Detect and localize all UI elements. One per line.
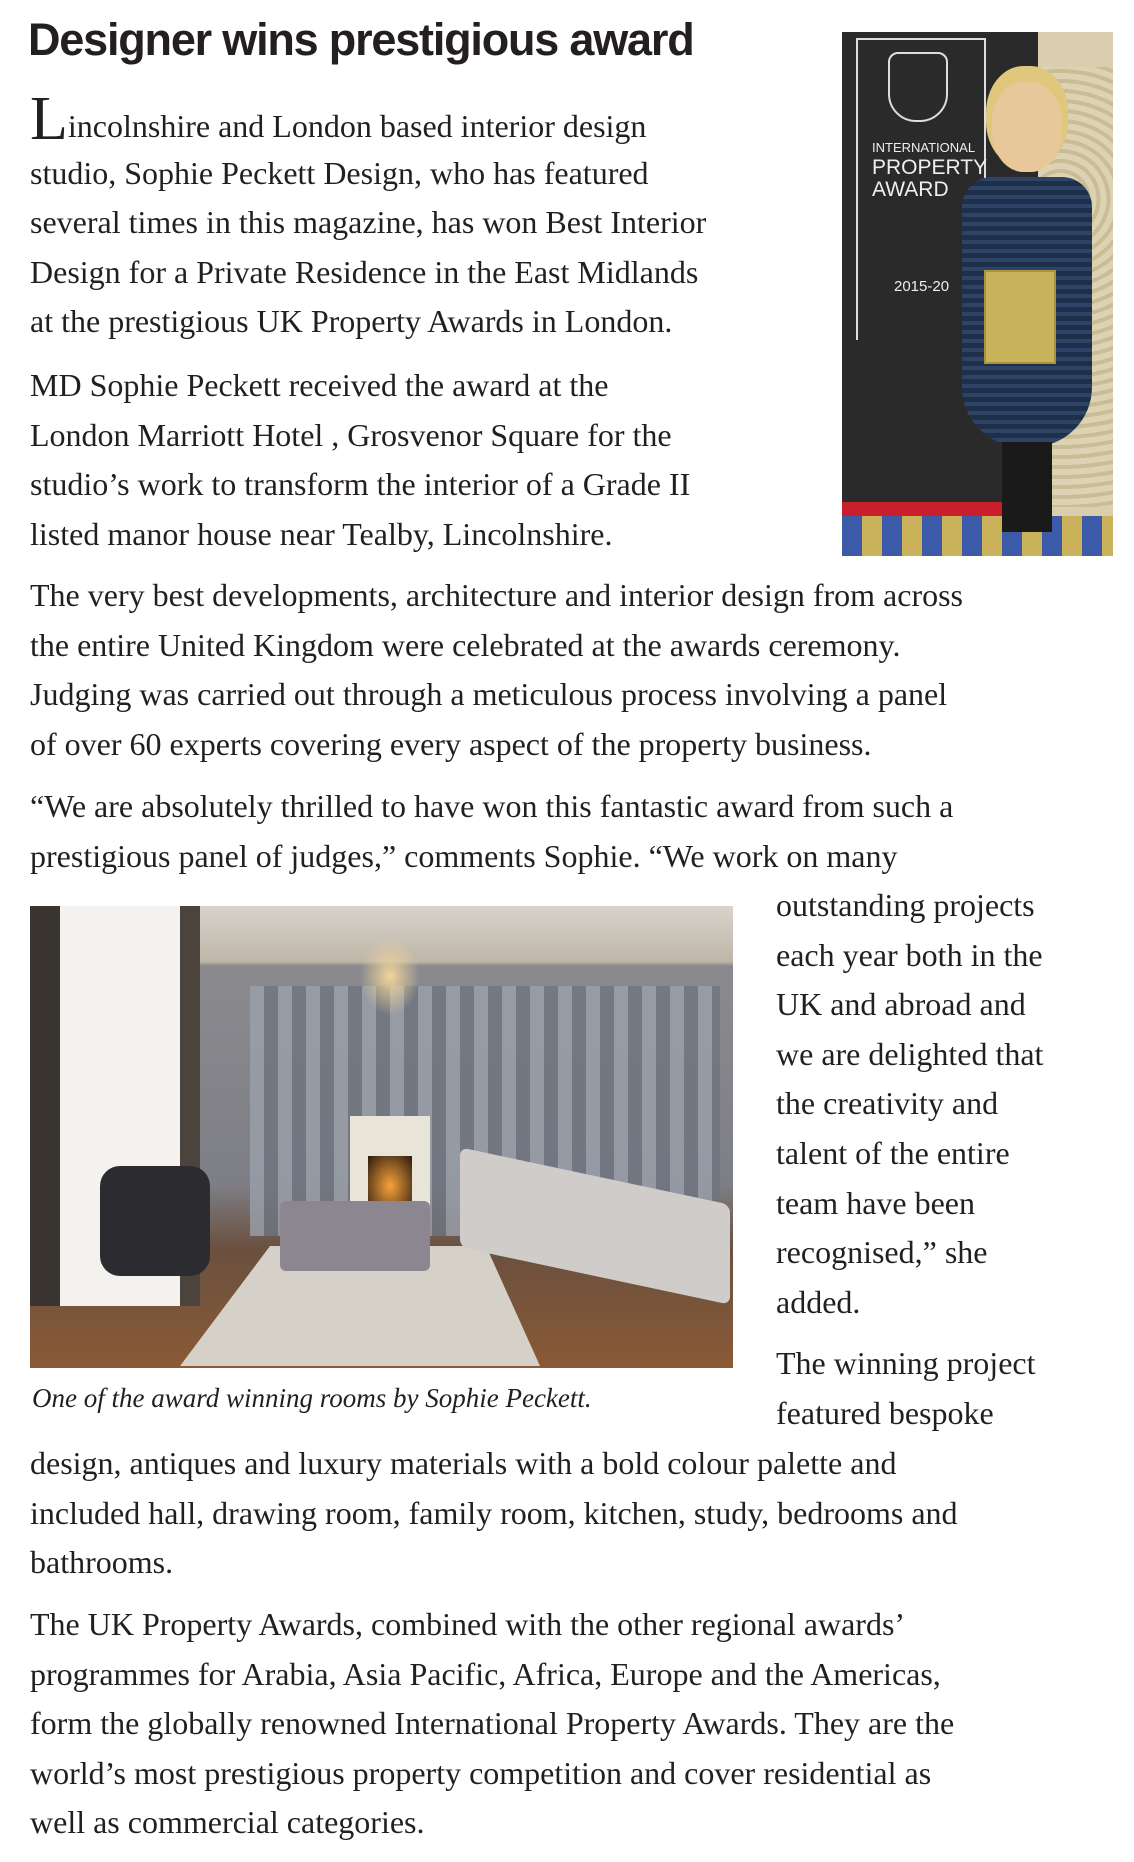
text-line: form the globally renowned International Property Awards. They are the (30, 1705, 955, 1742)
text-line: Judging was carried out through a meticulous process involving a panel (30, 676, 948, 713)
drop-cap: L (30, 85, 68, 153)
text-line: at the prestigious UK Property Awards in London. (30, 303, 673, 340)
text-line: we are delighted that (776, 1035, 1044, 1072)
text-line: listed manor house near Tealby, Lincolnshire. (30, 515, 613, 552)
text-line: recognised,” she (776, 1234, 988, 1271)
armchair (100, 1166, 210, 1276)
person-head (992, 82, 1062, 172)
photo-caption: One of the award winning rooms by Sophie Peckett. (32, 1383, 592, 1413)
text-line: of over 60 experts covering every aspect of the property business. (30, 725, 872, 762)
text-line: the creativity and (776, 1085, 999, 1122)
text-line: The UK Property Awards, combined with the other regional awards’ (30, 1606, 906, 1642)
text-line: several times in this magazine, has won Best Interior (30, 204, 707, 241)
crest-icon (888, 52, 948, 122)
banner-text: AWARD (872, 178, 949, 201)
paragraph-5-column (776, 1339, 1035, 1438)
award-plaque (984, 270, 1056, 364)
text-line: outstanding projects (776, 887, 1035, 923)
banner-year: 2015-20 (894, 278, 950, 295)
text-line: UK and abroad and (776, 986, 1026, 1023)
text-line: MD Sophie Peckett received the award at the (30, 367, 609, 403)
text-line: the entire United Kingdom were celebrated at the awards ceremony. (30, 626, 901, 663)
award-photo (842, 32, 1113, 556)
text-line: world’s most prestigious property competition and cover residential as (30, 1754, 932, 1791)
article-title: Designer wins prestigious award (28, 14, 694, 65)
text-line: The winning project (776, 1345, 1036, 1381)
banner-text: INTERNATIONAL (872, 140, 976, 155)
paragraph-3 (30, 571, 963, 769)
text-line: included hall, drawing room, family room, kitchen, study, bedrooms and (30, 1494, 958, 1531)
text-line: Design for a Private Residence in the East Midlands (30, 253, 699, 290)
ottoman (280, 1201, 430, 1271)
text-line: The very best developments, architecture and interior design from across (30, 577, 963, 613)
text-line: “We are absolutely thrilled to have won this fantastic award from such a (30, 788, 954, 824)
text-line: incolnshire and London based interior design (67, 108, 647, 144)
chandelier (360, 936, 420, 1016)
text-line: prestigious panel of judges,” comments Sophie. “We work on many (30, 837, 898, 874)
text-line: well as commercial categories. (30, 1804, 425, 1841)
text-line: featured bespoke (776, 1394, 994, 1431)
paragraph-4-column (776, 881, 1043, 1327)
paragraph-1 (30, 85, 707, 347)
text-line: bathrooms. (30, 1544, 174, 1581)
paragraph-6 (30, 1600, 954, 1848)
text-line: studio, Sophie Peckett Design, who has featured (30, 154, 649, 191)
paragraph-5 (30, 1439, 958, 1588)
text-line: talent of the entire (776, 1134, 1010, 1171)
person-legs (1002, 442, 1052, 532)
text-line: programmes for Arabia, Asia Pacific, Africa, Europe and the Americas, (30, 1655, 941, 1692)
banner-text: PROPERTY (872, 156, 988, 179)
text-line: team have been (776, 1184, 975, 1221)
text-line: design, antiques and luxury materials with a bold colour palette and (30, 1445, 897, 1481)
paragraph-4 (30, 782, 953, 881)
text-line: studio’s work to transform the interior of a Grade II (30, 466, 691, 503)
paragraph-2 (30, 361, 690, 559)
text-line: London Marriott Hotel , Grosvenor Square for the (30, 416, 672, 453)
text-line: each year both in the (776, 936, 1043, 973)
text-line: added. (776, 1283, 861, 1320)
room-photo (30, 906, 733, 1368)
carpet (842, 516, 1113, 556)
